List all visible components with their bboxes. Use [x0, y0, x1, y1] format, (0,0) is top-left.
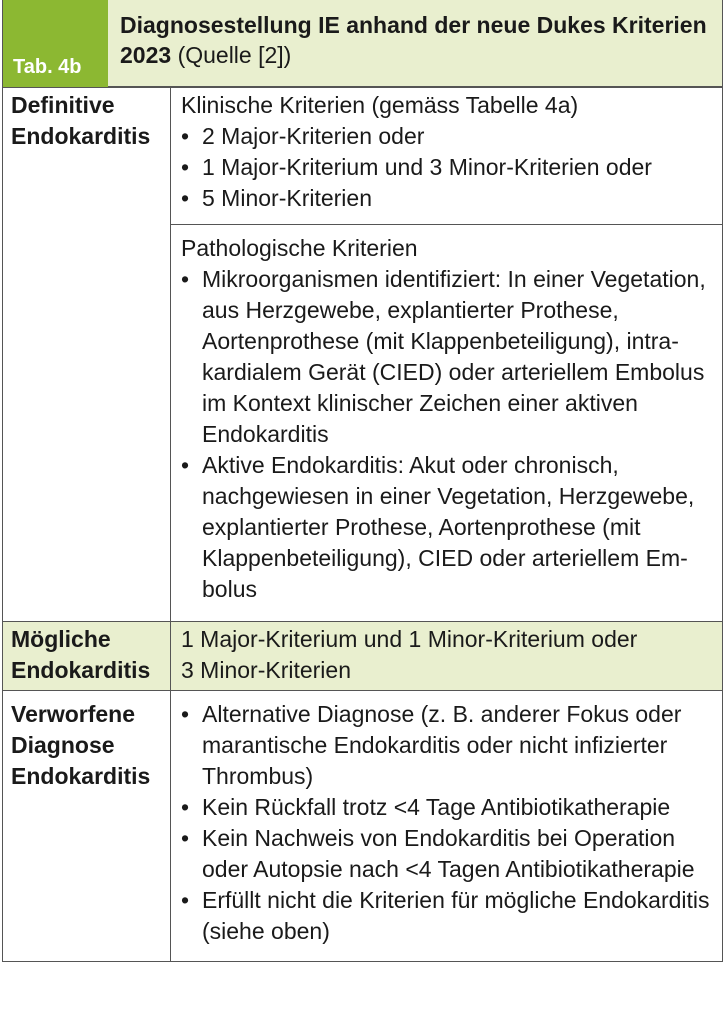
bullet-icon: •: [181, 825, 190, 851]
list-item: [181, 885, 712, 947]
clinical-criteria-cell: [171, 88, 723, 225]
bullet-icon: •: [181, 701, 190, 727]
pathological-criteria-heading: Pathologische Kriterien: [181, 235, 418, 261]
row-label-possible: [3, 622, 171, 691]
label-line: Definitive: [11, 92, 115, 118]
row-label-rejected: [3, 691, 171, 962]
criteria-table: [2, 87, 723, 962]
table-title: [108, 0, 722, 87]
list-item-text: 1 Major-Kriterium und 3 Minor-Kriterien oder: [202, 154, 652, 180]
list-item-text: 2 Major-Kriterien oder: [202, 123, 425, 149]
list-item: [181, 792, 712, 823]
bullet-icon: •: [181, 794, 190, 820]
list-item-text: Kein Nachweis von Endokarditis bei Operation oder Autopsie nach <4 Tagen Antibiotikatherapie: [202, 825, 695, 882]
table-header: [2, 0, 723, 87]
rejected-criteria-cell: [171, 691, 723, 962]
bullet-icon: •: [181, 887, 190, 913]
table-row-possible: [3, 622, 723, 691]
list-item: [181, 152, 712, 183]
label-line: Mögliche: [11, 626, 111, 652]
list-item: [181, 450, 712, 605]
clinical-criteria-heading: Klinische Kriterien (gemäss Tabelle 4a): [181, 92, 579, 118]
table-title-source: (Quelle [2]): [177, 42, 292, 68]
rejected-criteria-list: [181, 699, 712, 947]
label-line: Endokarditis: [11, 763, 151, 789]
list-item-text: Kein Rückfall trotz <4 Tage Antibiotikatherapie: [202, 794, 671, 820]
label-line: Verworfene: [11, 701, 135, 727]
bullet-icon: •: [181, 123, 190, 149]
bullet-icon: •: [181, 185, 190, 211]
table-number-label: Tab. 4b: [3, 0, 108, 87]
list-item: [181, 264, 712, 450]
clinical-criteria-list: [181, 121, 712, 214]
label-line: Endokarditis: [11, 657, 151, 683]
list-item: [181, 183, 712, 214]
possible-criteria-line: 1 Major-Kriterium und 1 Minor-Kriterium oder: [181, 626, 638, 652]
list-item-text: Aktive Endokarditis: Akut oder chronisch, nachgewiesen in einer Vegetation, Herzgewebe, explantierter Prothese, Aortenprothese (mit Klappenbeteiligung), CIED oder arteriellem Embolus: [202, 452, 695, 602]
list-item-text: Erfüllt nicht die Kriterien für mögliche Endokarditis (siehe oben): [202, 887, 710, 944]
list-item: [181, 121, 712, 152]
pathological-criteria-list: [181, 264, 712, 605]
list-item: [181, 823, 712, 885]
criteria-table-figure: [2, 0, 723, 1000]
table-row-rejected: [3, 691, 723, 962]
label-line: Endokarditis: [11, 123, 151, 149]
possible-criteria-cell: [171, 622, 723, 691]
row-label-definitive: [3, 88, 171, 622]
list-item: [181, 699, 712, 792]
table-title-bold: Diagnosestellung IE anhand der neue Dukes Kriterien 2023: [120, 12, 707, 68]
label-line: Diagnose: [11, 732, 115, 758]
list-item-text: Mikroorganismen identifiziert: In einer Vegetation, aus Herzgewebe, explantierter Prothese, Aortenprothese (mit Klappenbeteiligung), intrakardialem Gerät (CIED) oder arteriellem Embolus im Kontext klinischer Zeichen einer aktiven Endokarditis: [202, 266, 706, 447]
table-row-definitive: [3, 88, 723, 225]
bullet-icon: •: [181, 452, 190, 478]
list-item-text: Alternative Diagnose (z. B. anderer Fokus oder marantische Endokarditis oder nicht infizierter Thrombus): [202, 701, 682, 789]
bullet-icon: •: [181, 154, 190, 180]
possible-criteria-line: 3 Minor-Kriterien: [181, 657, 351, 683]
pathological-criteria-cell: [171, 225, 723, 622]
bullet-icon: •: [181, 266, 190, 292]
list-item-text: 5 Minor-Kriterien: [202, 185, 372, 211]
